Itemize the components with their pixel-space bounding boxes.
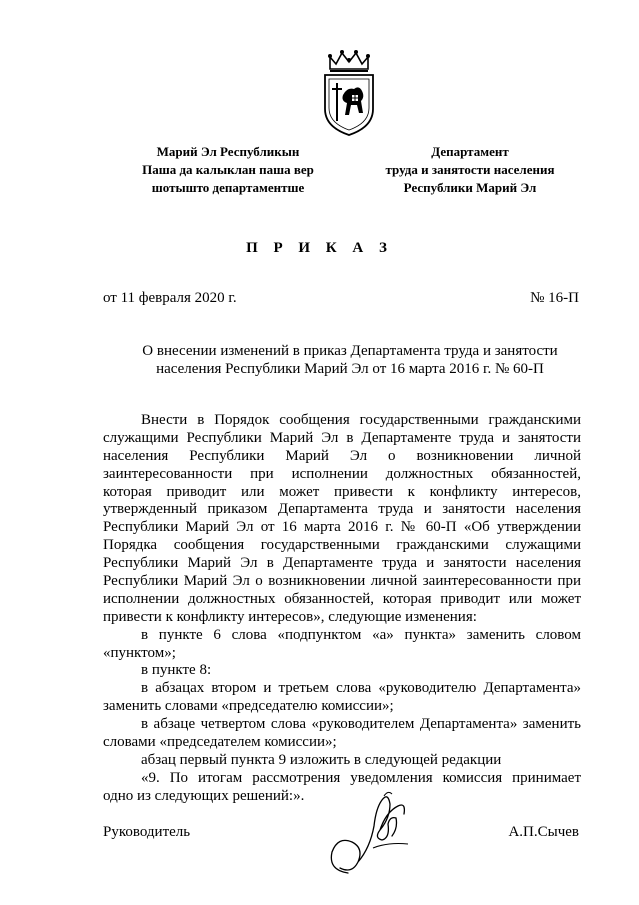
subject-line: населения Республики Марий Эл от 16 марта 2016 г. № 60-П [156,361,544,377]
header-right-line: Республики Марий Эл [403,180,537,195]
handwritten-signature-icon [318,778,428,888]
header-left-block [138,143,318,197]
document-title: П Р И К А З [246,240,393,256]
header-left-line: шотышто департаментше [151,180,305,195]
body-line: Республики Марий Эл о возникновении личной заинтересованности при [103,573,581,590]
body-line: служащими Республики Марий Эл в Департаменте труда и занятости [103,429,581,446]
document-subject [120,342,580,378]
body-line: «9. По итогам рассмотрения уведомления комиссия принимает [141,769,581,786]
body-line: в абзаце четвертом слова «руководителем Департамента» заменить [141,716,581,733]
body-line: в абзацах втором и третьем слова «руководителю Департамента» [141,680,581,697]
body-line: заинтересованности при исполнении должностных обязанностей, [103,465,581,482]
body-line: исполнении должностных обязанностей, которая приводит или может [103,590,581,607]
header-right-line: труда и занятости населения [385,162,555,177]
coat-of-arms-icon [321,47,377,139]
header-left-line: Паша да калыклан паша вер [142,162,314,177]
body-line: «пунктом»; [103,644,176,661]
header-right-block [372,143,568,197]
subject-line: О внесении изменений в приказ Департамента труда и занятости [142,343,558,359]
document-body [103,412,581,806]
signer-role: Руководитель [103,824,191,840]
body-line: привести к конфликту интересов», следующие изменения: [103,608,477,625]
body-line: заменить словами «председателю комиссии»; [103,698,394,715]
body-line: в пункте 6 слова «подпунктом «а» пункта» заменить словом [141,626,581,643]
body-line: в пункте 8: [141,662,212,679]
body-line: абзац первый пункта 9 изложить в следующей редакции [141,751,502,768]
body-line: Внести в Порядок сообщения государственными гражданскими [141,412,581,428]
body-line: словами «председателем комиссии»; [103,734,337,751]
header-left-line: Марий Эл Республикын [156,144,300,159]
body-line: Республики Марий Эл от 16 марта 2016 г. № 60-П «Об утверждении [103,519,581,536]
body-line: одно из следующих решений:». [103,787,305,804]
body-line: Порядка сообщения государственными гражданскими служащими [103,537,581,554]
body-line: утвержденный приказом Департамента труда и занятости населения [103,501,581,518]
body-line: Республики Марий Эл в Департаменте труда и занятости населения [103,555,581,572]
document-number: № 16-П [530,290,579,306]
body-line: которая приводит или может привести к конфликту интересов, [103,483,581,500]
document-date: от 11 февраля 2020 г. [103,290,237,306]
body-line: населения Республики Марий Эл о возникновении личной [103,447,581,464]
header-right-line: Департамент [431,144,509,159]
signer-name: А.П.Сычев [508,824,579,840]
